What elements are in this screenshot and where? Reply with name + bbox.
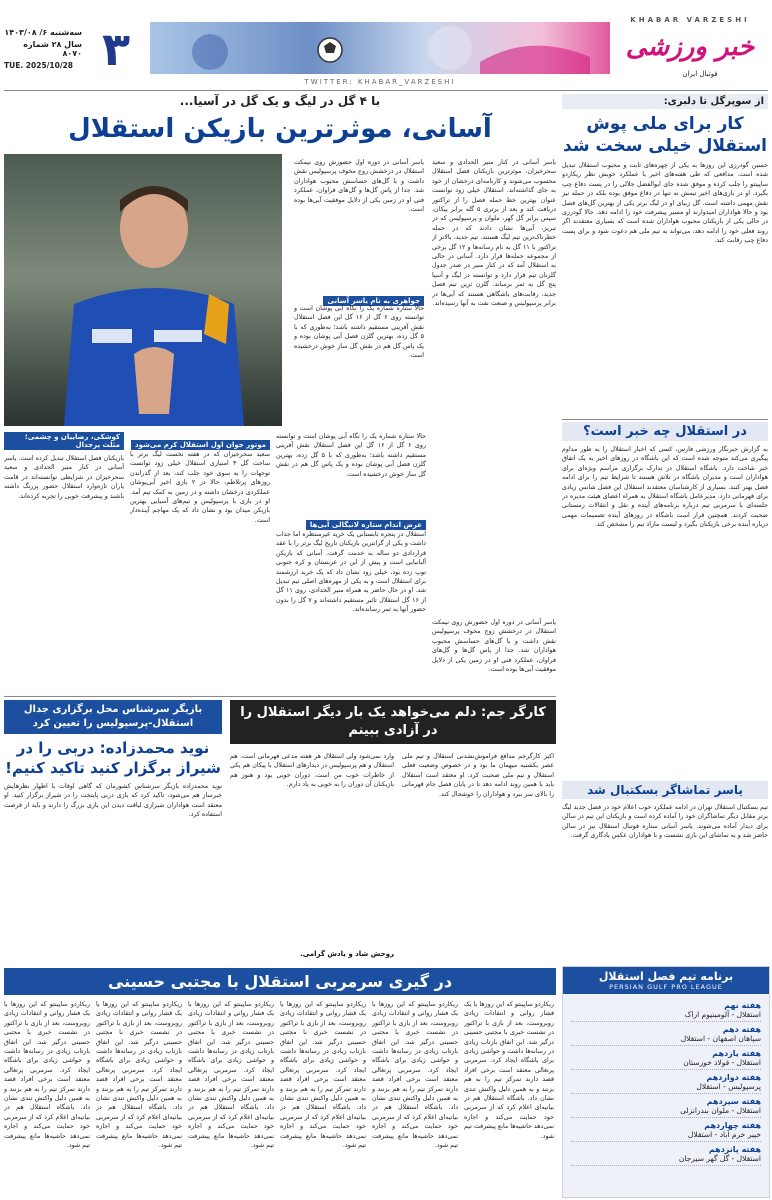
main-body-col3: حالا ستاره شماره یک را نگاه آبی پوشان است و توانسته روی ۶ گل از ۱۶ گل این فصل استقلال نقش آفرینی مستقیم داشته باشد؛ به‌طوری که با ۵ گل زده، بهترین گلزن فصل آبی پوشان بوده و یک پاس گل هم در نقش گل ساز خوش درخشیده است.	[294, 305, 424, 360]
main-feature	[4, 94, 556, 692]
main-body-col2: یاسر آسانی در دوره اول حضورش روی نیمکت استقلال در درخشش زوج مخوف پرسپولیس نقش داشت و با گل‌های حساسش محبوب هواداران شد. جدا از پاس گل‌ها و گل‌های فراوان، عملکرد فنی او در زمین یکی از دلایل موفقیت آبی‌ها بوده است.	[294, 159, 424, 214]
league-match: استقلال - ملوان بندرانزلی	[571, 1106, 761, 1118]
league-match: سپاهان اصفهان - استقلال	[571, 1034, 761, 1046]
league-week: هفته سیزدهم	[706, 1097, 761, 1106]
league-match: استقلال - گل گهر سیرجان	[571, 1154, 761, 1166]
issue-line: سال ۲۸ شماره ۸۰۷۰	[23, 40, 82, 58]
caption-box	[4, 432, 124, 451]
league-week: هفته یازدهم	[712, 1049, 761, 1058]
league-subtitle: PERSIAN GULF PRO LEAGUE	[609, 983, 723, 991]
banner-col-6: ریکاردو ساپینتو که این روزها با یک فشار روانی و انتقادات زیادی روبروست، بعد از بازی با تراکتور در نشست خبری با مجتبی حسینی درگیر شد. این اتفاق بازتاب زیادی در رسانه‌ها داشت و حواشی زیادی برای باشگاه ایجاد کرد. سرمربی پرتغالی معتقد است برخی افراد قصد دارند تمرکز تیم را به هم بزنند و به همین دلیل واکنش تندی نشان داد. باشگاه استقلال هم در بیانیه‌ای اعلام کرد که از سرمربی خود حمایت می‌کند و اجازه نمی‌دهد حاشیه‌ها مانع پیشرفت تیم شود.	[4, 1001, 90, 1150]
mid-rule	[4, 696, 556, 697]
player-photo	[4, 154, 282, 426]
left-story	[4, 700, 222, 962]
right-headline: کار برای ملی پوش استقلال خیلی سخت شد	[563, 114, 767, 156]
twitter-handle: TWITTER: KHABAR_VARZESHI	[304, 78, 456, 86]
league-rows	[563, 994, 769, 1170]
center-subtitle: عرض اندام ستاره لانیگالی آبی‌ها	[306, 520, 426, 530]
banner-art	[150, 22, 610, 74]
player-figure	[4, 154, 282, 426]
league-match: استقلال - فولاد خوزستان	[571, 1058, 761, 1070]
main-headline: آسانی، موثرترین بازیکن استقلال	[68, 114, 492, 144]
karagar-body-2: وارد نمی‌شود ولی استقلال هر هفته مدعی قهرمانی است. هم استقلال و هم پرسپولیس در دیدارهای استقلال با پیکان هم یکی از خاطرات خوب من است. دوران خوبی بود و هنوز هم بازیکنان آن دوران را به خوبی به یاد دارم.	[230, 753, 394, 789]
karagar-footer: روحش شاد و یادش گرامی.	[300, 950, 394, 958]
league-box	[562, 966, 770, 1198]
main-body-col1: یاسر آسانی در کنار منیر الحدادی و سعید سحرخیزان، موثرترین بازیکنان فصل استقلال محسوب می‌شوند و کارنامه‌ای درخشان از خود به جای گذاشته‌اند. استقلال خیلی زود توانست عنوان بهترین خط حمله فصل را از تراکتور دریافت کند و بعد از برتری ۵ گله برابر پیکان، سپس برابر گل گهر، ملوان و پرسپولیس که در تبریز، آبی‌ها نشان دادند که در حمله خطرناک‌ترین تیم لیگ هستند. تیم جدید، بالاتر از تراکتور با ۱۱ گل به نام رسانه‌ها و ۱۲ گل برخی از مجموعه حمله‌ها قرار دارد. آسانی در حالی به استقلال آمد که در کنار منیر در صدر جدول گلزنان تیم قرار دارد و توانسته در لیگ و آسیا پنج گل به ثمر برساند. گلزن ترین تیم فصل جدید، رقابت‌های باشگاهی هستند که آبی‌ها در برابر پرسپولیس و صنعت نفت به آنها رسیده‌اند.	[432, 159, 556, 308]
banner-title: در گیری سرمربی استقلال با مجتبی حسینی	[4, 968, 556, 995]
section2-title: در استقلال چه خبر است؟	[562, 422, 768, 441]
day-line: سه‌شنبه ۶/ ۱۴۰۳/۰۸	[4, 28, 82, 37]
left-body: نوید محمدزاده بازیگر سرشناس کشورمان که گاهی اوقات با اظهار نظرهایش خبرساز هم می‌شود، تاکید کرد که بازی دربی پایتخت را در شیراز برگزار کنید. او معتقد است هواداران شیرازی لیاقت دیدن این بازی بزرگ را دارند و باید از فرصت استفاده کرد.	[4, 783, 222, 819]
league-header	[563, 967, 769, 994]
main-body-col6: حالا ستاره شماره یک را نگاه آبی پوشان است و توانسته روی ۶ گل از ۱۶ گل این فصل استقلال نقش آفرینی مستقیم داشته باشد؛ به‌طوری که با ۵ گل زده، بهترین گلزن فصل آبی پوشان بوده و یک پاس گل هم در نقش گل ساز خوش درخشیده است.	[276, 433, 426, 478]
banner-image	[150, 22, 610, 74]
main-body-col5: استقلال در پنجره تابستانی یک خرید غیرمنتظره اما جذاب داشت و یکی از گرانترین بازیکنان تاریخ لیگ برتر را با عقد قراردادی دو ساله به خدمت گرفت. آسانی که بازیکن آلبانیایی است و پیش از این در عربستان و کره جنوبی توپ زده بود، خیلی زود نشان داد که یک خرید ارزشمند برای استقلال است و به یکی از مهره‌های اصلی تیم تبدیل شد. او در حال حاضر به همراه منیر الحدادی، روی ۱۱ گل از ۱۶ گل استقلال تاثیر مستقیم داشته‌اند و ۷ گل را بدون حضور آنها به ثمر رسانده‌اند.	[276, 531, 426, 614]
league-week: هفته نهم	[724, 1001, 761, 1010]
date-latin: TUE. 2025/10/28	[4, 61, 74, 70]
left-title-2: نوید محمدزاده: دربی را در شیراز برگزار کنید تاکید کنیم!	[5, 739, 221, 777]
banner-col-3: ریکاردو ساپینتو که این روزها با یک فشار روانی و انتقادات زیادی روبروست، بعد از بازی با تراکتور در نشست خبری با مجتبی حسینی درگیر شد. این اتفاق بازتاب زیادی در رسانه‌ها داشت و حواشی زیادی برای باشگاه ایجاد کرد. سرمربی پرتغالی معتقد است برخی افراد قصد دارند تمرکز تیم را به هم بزنند و به همین دلیل واکنش تندی نشان داد. باشگاه استقلال هم در بیانیه‌ای اعلام کرد که از سرمربی خود حمایت می‌کند و اجازه نمی‌دهد حاشیه‌ها مانع پیشرفت تیم شود.	[280, 1001, 366, 1150]
league-match: استقلال - آلومینیوم اراک	[571, 1010, 761, 1022]
divider	[562, 419, 768, 420]
masthead-rule	[4, 90, 768, 91]
logo: خبر ورزشی	[625, 32, 755, 62]
right-kicker: از سوپرگل تا دلبری:	[562, 94, 768, 109]
league-week: هفته چهاردهم	[704, 1121, 761, 1130]
bottom-banner	[4, 968, 556, 1196]
right-column	[562, 94, 768, 956]
karagar-story	[230, 700, 556, 962]
right-sub-heading	[130, 432, 270, 451]
league-match: پرسپولیس - استقلال	[571, 1082, 761, 1094]
center-sub-heading	[276, 512, 426, 531]
league-title: برنامه تیم فصل استقلال	[598, 970, 734, 983]
section3-body: تیم بسکتبال استقلال تهران در ادامه عملکرد خوب اعلام خود در فصل جدید لیگ برتر مقابل دیگر تماشاگران خود را آماده کرده است و بازیکنان این تیم در سالن برای دیدار آماده می‌شوند. یاسر آسانی ستاره فوتبال استقلال نیز در سالن حاضر شد و به تماشای این بازی نشست و با هواداران عکس یادگاری گرفت.	[562, 804, 768, 840]
section3-title: یاسر تماشاگر بسکتبال شد	[562, 781, 768, 799]
country-label: فوتبال ایران	[682, 70, 718, 78]
brand-latin: KHABAR VARZESHI	[630, 16, 750, 24]
issue-info	[4, 28, 82, 74]
banner-col-1: ریکاردو ساپینتو که این روزها با یک فشار روانی و انتقادات زیادی روبروست، بعد از بازی با تراکتور در نشست خبری با مجتبی حسینی درگیر شد. این اتفاق بازتاب زیادی در رسانه‌ها داشت و حواشی زیادی برای باشگاه ایجاد کرد. سرمربی پرتغالی معتقد است برخی افراد قصد دارند تمرکز تیم را به هم بزنند و به همین دلیل واکنش تندی نشان داد. باشگاه استقلال هم در بیانیه‌ای اعلام کرد که از سرمربی خود حمایت می‌کند و اجازه نمی‌دهد حاشیه‌ها مانع پیشرفت تیم شود.	[464, 1001, 554, 1140]
league-week: هفته دوازدهم	[706, 1073, 761, 1082]
banner-col-5: ریکاردو ساپینتو که این روزها با یک فشار روانی و انتقادات زیادی روبروست، بعد از بازی با تراکتور در نشست خبری با مجتبی حسینی درگیر شد. این اتفاق بازتاب زیادی در رسانه‌ها داشت و حواشی زیادی برای باشگاه ایجاد کرد. سرمربی پرتغالی معتقد است برخی افراد قصد دارند تمرکز تیم را به هم بزنند و به همین دلیل واکنش تندی نشان داد. باشگاه استقلال هم در بیانیه‌ای اعلام کرد که از سرمربی خود حمایت می‌کند و اجازه نمی‌دهد حاشیه‌ها مانع پیشرفت تیم شود.	[96, 1001, 182, 1150]
right-body: حسین گودرزی این روزها به یکی از چهره‌های ثابت و محبوب استقلال تبدیل شده است. مدافعی که طی هفته‌های اخیر با عملکرد خوبش نظر ریکاردو ساپینتو را جلب کرده و موفق شده جای ابوالفضل جلالی را در پست دفاع چپ بگیرد. او در بازی‌های اخیر تیمش نه تنها در دفاع موفق بوده بلکه در حمله نیز نقش مهمی داشته است. گل زیبای او در لیگ برتر یکی از بهترین گل‌های فصل بود و حالا هواداران امیدوارند او مسیر پیشرفت خود را ادامه دهد. حالا گودرزی در حالی یکی از بازیکنان محبوب هواداران شده است که بسیاری معتقدند اگر روند فعلی خود را ادامه دهد، می‌تواند به تیم ملی هم دعوت شود و برای پست دفاع چپ رقابت کند.	[562, 162, 768, 245]
masthead	[0, 0, 772, 92]
page-number: ۳	[101, 22, 131, 76]
karagar-body: اکبر کارگرجم مدافع فراموش‌نشدنی استقلال و تیم ملی عصر بکشنبه میهمان ما بود و در خصوص وضعیت فعلی استقلال و تیم ملی صحبت کرد. او معتقد است استقلال باید با همین روند ادامه دهد تا در پایان فصل جام قهرمانی را بالای سر ببرد و هواداران را خوشحال کند.	[402, 753, 554, 798]
league-match: خیبر خرم آباد - استقلال	[571, 1130, 761, 1142]
banner-col-2: ریکاردو ساپینتو که این روزها با یک فشار روانی و انتقادات زیادی روبروست، بعد از بازی با تراکتور در نشست خبری با مجتبی حسینی درگیر شد. این اتفاق بازتاب زیادی در رسانه‌ها داشت و حواشی زیادی برای باشگاه ایجاد کرد. سرمربی پرتغالی معتقد است برخی افراد قصد دارند تمرکز تیم را به هم بزنند و به همین دلیل واکنش تندی نشان داد. باشگاه استقلال هم در بیانیه‌ای اعلام کرد که از سرمربی خود حمایت می‌کند و اجازه نمی‌دهد حاشیه‌ها مانع پیشرفت تیم شود.	[372, 1001, 458, 1150]
main-kicker: با ۴ گل در لیگ و یک گل در آسیا...	[179, 94, 381, 108]
banner-col-4: ریکاردو ساپینتو که این روزها با یک فشار روانی و انتقادات زیادی روبروست، بعد از بازی با تراکتور در نشست خبری با مجتبی حسینی درگیر شد. این اتفاق بازتاب زیادی در رسانه‌ها داشت و حواشی زیادی برای باشگاه ایجاد کرد. سرمربی پرتغالی معتقد است برخی افراد قصد دارند تمرکز تیم را به هم بزنند و به همین دلیل واکنش تندی نشان داد. باشگاه استقلال هم در بیانیه‌ای اعلام کرد که از سرمربی خود حمایت می‌کند و اجازه نمی‌دهد حاشیه‌ها مانع پیشرفت تیم شود.	[188, 1001, 274, 1150]
left-title-1: بازیگر سرشناس محل برگزاری جدال استقلال-پرسپولیس را تعیین کرد	[4, 700, 222, 734]
section2-body: به گزارش خبرنگار ورزشی فارس، کسی که اخبار استقلال را به طور مداوم پیگیری می‌کند متوجه شده است که این باشگاه در روزهای اخیر به یک اتفاق خبر شاخت دارد. باشگاه استقلال در تدارک برگزاری مراسم ویژه‌ای برای هواداران است و مدیران باشگاه در تلاش هستند تا شرایط تیم را برای ادامه فصل بهتر کنند. بسیاری از کارشناسان معتقدند استقلال این فصل شانس زیادی برای قهرمانی دارد. مدیرعامل باشگاه استقلال به همراه اعضای هیئت مدیره در جلسه‌ای با سرمربی تیم درباره برنامه‌های آینده و نقل و انتقالات زمستانی صحبت کردند. همچنین قرار است باشگاه در روزهای آینده تصمیمات مهمی درباره آینده برخی بازیکنان بگیرد و لیست مازاد تیم را مشخص کند.	[562, 446, 768, 529]
league-week: هفته دهم	[722, 1025, 761, 1034]
mid-subtitle: جواهری به نام یاسر آسانی	[323, 296, 424, 306]
league-week: هفته پانزدهم	[708, 1145, 761, 1154]
caption-body: بازیکنان فصل استقلال تبدیل کرده است. یاسر آسانی در کنار منیر الحدادی و سعید سحرخیزان در شرایطی توانسته‌اند در قامت یاران تازه‌وارد استقلال حضور پررنگ داشته باشند و پیشرفت خوبی را تجربه کرده‌اند.	[4, 455, 124, 500]
main-body-col4: سعید سحرخیزان که در هفته نخست لیگ برتر با ساخت گل ۳ امتیازی استقلال خیلی زود توانست توجهات را به سوی خود جلب کند، بعد از گذراندن روزهای پرتلاطم، حالا در ۲ بازی اخیر آبی‌پوشان عملکردی درخشان داشته و در زمین به کمک تیم آمد. او در بازی با پرسپولیس و تیم‌های آسیایی بهترین بازیکن میدان بود و نشان داد که یک مهاجم آینده‌دار است.	[130, 451, 270, 524]
karagar-title: کارگر جم: دلم می‌خواهد یک بار دیگر استقلال را در آزادی ببینم	[230, 700, 556, 744]
caption-title: کوشکی، رضاییان و چشمی؛ مثلث پرجدال	[4, 432, 124, 450]
main-body-col7: یاسر آسانی در دوره اول حضورش روی نیمکت استقلال در درخشش زوج مخوف پرسپولیس نقش داشت و با گل‌های حساسش محبوب هواداران شد. جدا از پاس گل‌ها و گل‌های فراوان، عملکرد فنی او در زمین یکی از دلایل موفقیت آبی‌ها بوده است.	[432, 619, 556, 674]
right-subtitle: موتور جوان اول استقلال کرم می‌شود	[131, 440, 270, 450]
